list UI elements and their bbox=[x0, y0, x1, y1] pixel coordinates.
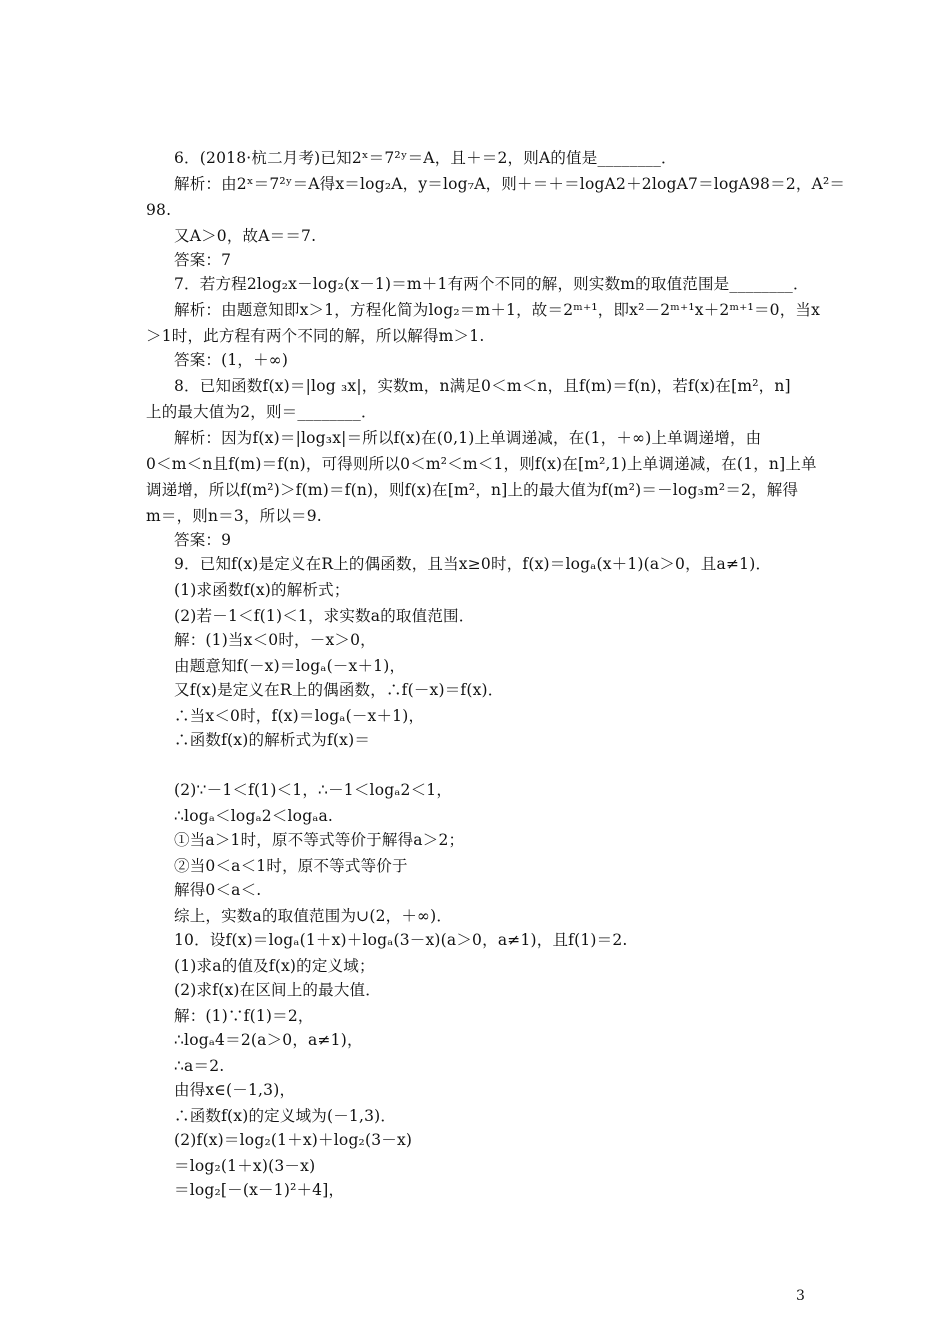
q10-solution-line2: ∴logₐ4＝2(a＞0，a≠1)， bbox=[174, 1031, 363, 1049]
q6-solution-line3: 又A＞0，故A＝＝7. bbox=[174, 227, 317, 245]
q8-answer: 答案：9 bbox=[174, 531, 232, 549]
q9-part2: (2)若－1＜f(1)＜1，求实数a的取值范围． bbox=[174, 607, 475, 625]
q10-solution-line6: (2)f(x)＝log₂(1＋x)＋log₂(3－x) bbox=[174, 1131, 413, 1149]
q8-solution-line2: 0＜m＜n且f(m)＝f(n)，可得则所以0＜m²＜m＜1，则f(x)在[m²,1)上单调递减，在(1，n]上单 bbox=[146, 455, 817, 473]
q9-solution-line5: ∴函数f(x)的解析式为f(x)＝ bbox=[174, 731, 371, 749]
page-number: 3 bbox=[796, 1288, 805, 1304]
q9-solution-line11: 综上，实数a的取值范围为∪(2，＋∞)． bbox=[174, 907, 453, 925]
q9-question: 9．已知f(x)是定义在R上的偶函数，且当x≥0时，f(x)＝logₐ(x＋1)(a＞0，且a≠1)． bbox=[174, 555, 772, 573]
q9-solution-line10: 解得0＜a＜. bbox=[174, 881, 262, 899]
q10-solution-line4: 由得x∈(－1,3)， bbox=[174, 1081, 296, 1099]
q9-solution-line6: (2)∵－1＜f(1)＜1，∴－1＜logₐ2＜1， bbox=[174, 781, 453, 799]
q8-solution-line3: 调递增，所以f(m²)＞f(m)＝f(n)，则f(x)在[m²，n]上的最大值为f(m²)＝－log₃m²＝2，解得 bbox=[146, 481, 799, 499]
q9-solution-line2: 由题意知f(－x)＝logₐ(－x＋1)， bbox=[174, 657, 406, 675]
q10-solution-line8: ＝log₂[－(x－1)²＋4]， bbox=[174, 1181, 345, 1199]
q10-solution-line5: ∴函数f(x)的定义域为(－1,3)． bbox=[174, 1107, 397, 1125]
q10-part1: (1)求a的值及f(x)的定义域； bbox=[174, 957, 375, 975]
q8-solution-line4: m＝，则n＝3，所以＝9. bbox=[146, 507, 322, 525]
q6-answer: 答案：7 bbox=[174, 251, 232, 269]
q6-question: 6．(2018·杭二月考)已知2ˣ＝7²ʸ＝A，且＋＝2，则A的值是________． bbox=[174, 149, 677, 167]
q7-question: 7．若方程2log₂x－log₂(x－1)＝m＋1有两个不同的解，则实数m的取值范围是________． bbox=[174, 275, 809, 293]
q7-solution-line2: ＞1时，此方程有两个不同的解，所以解得m＞1. bbox=[146, 327, 485, 345]
q8-question-line1: 8．已知函数f(x)＝|log ₃x|，实数m，n满足0＜m＜n，且f(m)＝f(n)，若f(x)在[m²，n] bbox=[174, 377, 791, 395]
q9-solution-line4: ∴当x＜0时，f(x)＝logₐ(－x＋1)， bbox=[174, 707, 425, 725]
q6-solution-line1: 解析：由2ˣ＝7²ʸ＝A得x＝log₂A，y＝log₇A，则＋＝＋＝logA2＋2logA7＝logA98＝2，A²＝ bbox=[174, 175, 846, 193]
q10-question: 10．设f(x)＝logₐ(1＋x)＋logₐ(3－x)(a＞0，a≠1)，且f(1)＝2. bbox=[174, 931, 628, 949]
q6-solution-line2: 98. bbox=[146, 201, 172, 219]
q9-part1: (1)求函数f(x)的解析式； bbox=[174, 581, 350, 599]
q7-solution-line1: 解析：由题意知即x＞1，方程化简为log₂＝m＋1，故＝2ᵐ⁺¹，即x²－2ᵐ⁺¹x＋2ᵐ⁺¹＝0，当x bbox=[174, 301, 821, 319]
q8-question-line2: 上的最大值为2，则＝________． bbox=[146, 403, 377, 421]
q9-solution-line9: ②当0＜a＜1时，原不等式等价于 bbox=[174, 857, 408, 875]
q9-solution-line1: 解：(1)当x＜0时，－x＞0， bbox=[174, 631, 376, 649]
q10-solution-line1: 解：(1)∵f(1)＝2， bbox=[174, 1007, 314, 1025]
q10-part2: (2)求f(x)在区间上的最大值． bbox=[174, 981, 381, 999]
q9-solution-line8: ①当a＞1时，原不等式等价于解得a＞2； bbox=[174, 831, 465, 849]
q10-solution-line3: ∴a＝2. bbox=[174, 1057, 225, 1075]
q7-answer: 答案：(1，＋∞) bbox=[174, 351, 289, 369]
q8-solution-line1: 解析：因为f(x)＝|log₃x|＝所以f(x)在(0,1)上单调递减，在(1，＋∞)上单调递增，由 bbox=[174, 429, 762, 447]
q9-solution-line7: ∴logₐ＜logₐ2＜logₐa. bbox=[174, 807, 334, 825]
q9-solution-line3: 又f(x)是定义在R上的偶函数，∴f(－x)＝f(x)． bbox=[174, 681, 504, 699]
q10-solution-line7: ＝log₂(1＋x)(3－x) bbox=[174, 1157, 316, 1175]
